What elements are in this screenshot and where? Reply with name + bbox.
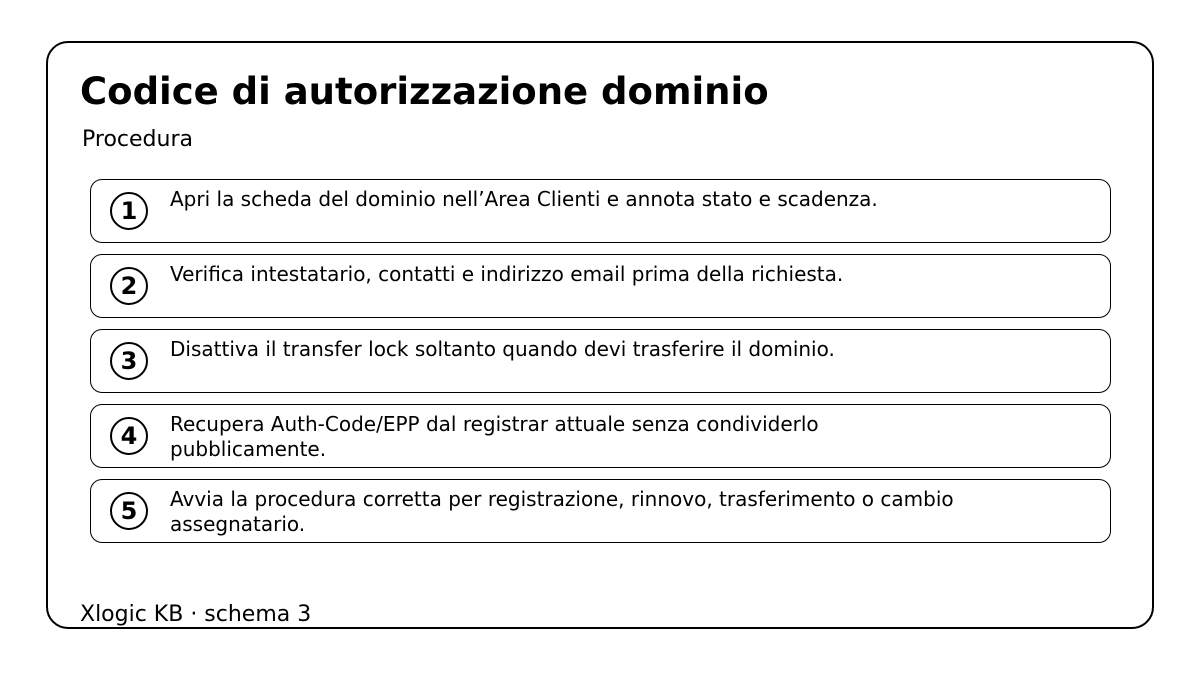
step-text: Avvia la procedura corretta per registrazione, rinnovo, trasferimento o cambio assegnatario.: [170, 487, 954, 536]
step-text: Recupera Auth-Code/EPP dal registrar attuale senza condividerlo pubblicamente.: [170, 412, 819, 461]
step-number-badge: 1: [110, 192, 148, 230]
page-title: Codice di autorizzazione dominio: [80, 70, 769, 113]
step-text: Verifica intestatario, contatti e indirizzo email prima della richiesta.: [170, 262, 844, 286]
step-number-badge: 4: [110, 417, 148, 455]
step-number-badge: 5: [110, 492, 148, 530]
step-item-5: [90, 479, 1111, 543]
step-number-badge: 3: [110, 342, 148, 380]
step-item-2: [90, 254, 1111, 318]
step-item-3: [90, 329, 1111, 393]
footer-caption: Xlogic KB · schema 3: [80, 602, 312, 627]
steps-list: [90, 179, 1111, 554]
step-item-4: [90, 404, 1111, 468]
step-item-1: [90, 179, 1111, 243]
step-text: Apri la scheda del dominio nell’Area Clienti e annota stato e scadenza.: [170, 187, 878, 211]
step-text: Disattiva il transfer lock soltanto quando devi trasferire il dominio.: [170, 337, 835, 361]
step-number-badge: 2: [110, 267, 148, 305]
section-subtitle: Procedura: [82, 127, 193, 152]
